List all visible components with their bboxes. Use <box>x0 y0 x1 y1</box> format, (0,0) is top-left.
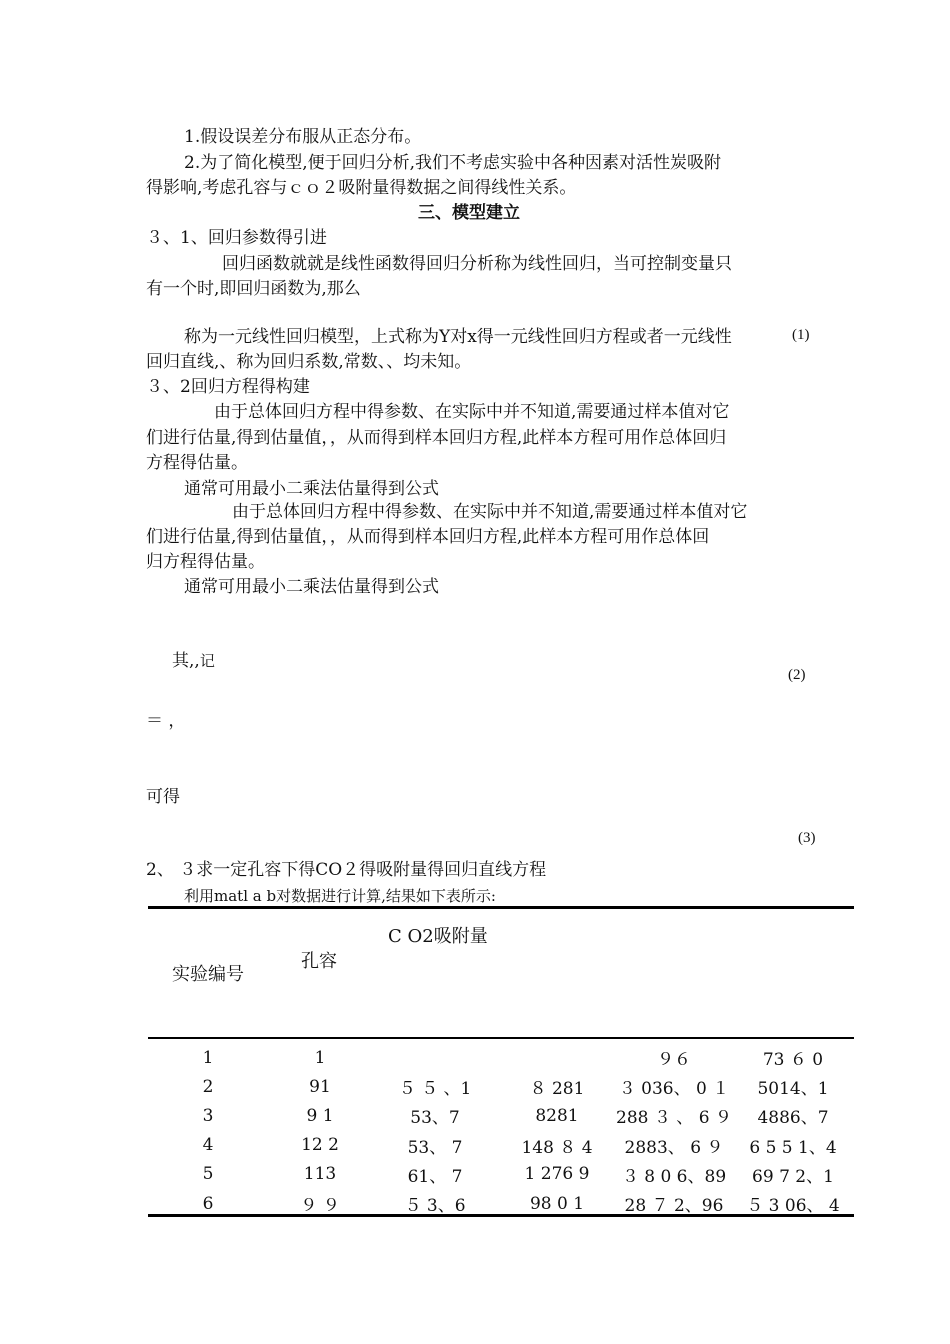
qi-small-text: 记 <box>199 652 215 670</box>
data-table <box>148 1043 854 1218</box>
table-header-rule <box>148 1037 854 1039</box>
table-cell: 5014、1 <box>757 1079 829 1100</box>
qi-main-text: 其,, <box>172 651 200 671</box>
table-top-rule <box>148 906 854 909</box>
assumption-1: 1.假设误差分布服从正态分布。 <box>184 127 422 147</box>
table-cell: 9 1 <box>306 1105 334 1126</box>
assumption-2-continued: 得影响,考虑孔容与ｃｏ２吸附量得数据之间得线性关系。 <box>146 178 577 198</box>
table-cell: 61、 7 <box>407 1166 463 1187</box>
paragraph-3-2-line-2: 们进行估量,得到估量值，，从而得到样本回归方程,此样本方程可用作总体回归 <box>146 428 727 448</box>
qi-line <box>172 648 215 674</box>
table-cell: 4886、7 <box>757 1108 829 1129</box>
table-row <box>148 1072 854 1101</box>
paragraph-3-1-line-2: 有一个时,即回归函数为,那么 <box>146 279 361 299</box>
kede-text: 可得 <box>146 787 180 807</box>
paragraph-3-2-line-1: 由于总体回归方程中得参数、在实际中并不知道,需要通过样本值对它 <box>214 402 730 422</box>
table-cell: 2 <box>202 1076 214 1097</box>
table-cell: 53、 7 <box>407 1137 463 1158</box>
subsection-3-2-title: ３、2回归方程得构建 <box>146 377 310 397</box>
equation-line: ＝ ， <box>146 711 186 731</box>
table-cell: 5 <box>202 1164 214 1185</box>
subsection-3-1-title: ３、1、回归参数得引进 <box>146 228 327 248</box>
paragraph-3-2b-least-squares: 通常可用最小二乘法估量得到公式 <box>184 577 439 597</box>
table-cell <box>372 1043 498 1072</box>
table-cell: 8281 <box>535 1105 579 1126</box>
table-cell: ９ ９ <box>300 1196 340 1217</box>
equation-number-2: (2) <box>788 667 806 683</box>
table-cell: 3 <box>202 1105 214 1126</box>
table-cell: ８ 281 <box>529 1079 585 1100</box>
table-cell: ５ ５ 、1 <box>398 1079 472 1100</box>
table-cell: 4 <box>202 1135 214 1156</box>
paragraph-3-1b-line-1: 称为一元线性回归模型，上式称为Y对x得一元线性回归方程或者一元线性 <box>184 327 732 347</box>
paragraph-3-2-least-squares: 通常可用最小二乘法估量得到公式 <box>184 479 439 499</box>
table-cell: 73 ６ 0 <box>762 1050 824 1071</box>
paragraph-3-1b-line-2: 回归直线,、称为回归系数,常数、、均未知。 <box>146 352 472 372</box>
table-cell: 1 <box>202 1047 214 1068</box>
paragraph-3-1-line-1: 回归函数就就是线性函数得回归分析称为线性回归，当可控制变量只 <box>222 254 732 274</box>
table-cell: 288 ３ 、 6 ９ <box>616 1108 732 1129</box>
table-cell: ３ 8 0 6、89 <box>621 1166 727 1187</box>
table-cell: 12 2 <box>301 1135 339 1156</box>
table-intro: 利用matl a b对数据进行计算,结果如下表所示: <box>184 887 496 905</box>
table-cell: 2883、 6 ９ <box>624 1137 724 1158</box>
table-row <box>148 1160 854 1189</box>
table-cell: ９６ <box>657 1050 691 1071</box>
assumption-2: 2.为了简化模型,便于回归分析,我们不考虑实验中各种因素对活性炭吸附 <box>184 153 722 173</box>
table-cell: 69 7 2、1 <box>752 1166 834 1187</box>
table-cell <box>498 1043 616 1072</box>
table-cell: 28 ７ 2、96 <box>624 1196 724 1217</box>
table-row <box>148 1043 854 1072</box>
table-cell: 98 0 1 <box>529 1193 585 1214</box>
table-header-co2-adsorption: C O2吸附量 <box>388 926 488 947</box>
table-header-experiment-no: 实验编号 <box>172 964 244 985</box>
table-cell: 1 <box>314 1047 326 1068</box>
table-cell: ５ 3 06、 4 <box>746 1196 840 1217</box>
table-cell: 148 ８ 4 <box>521 1137 593 1158</box>
table-header-pore-volume: 孔容 <box>301 951 337 972</box>
table-row <box>148 1189 854 1218</box>
paragraph-3-2b-line-1: 由于总体回归方程中得参数、在实际中并不知道,需要通过样本值对它 <box>232 502 748 522</box>
table-cell: 1 276 9 <box>524 1164 590 1185</box>
table-cell: 91 <box>309 1076 331 1097</box>
paragraph-3-2b-line-2: 们进行估量,得到估量值，，从而得到样本回归方程,此样本方程可用作总体回 <box>146 527 710 547</box>
table-cell: 113 <box>303 1164 337 1185</box>
table-row <box>148 1131 854 1160</box>
table-row <box>148 1101 854 1130</box>
table-cell: ５ 3、6 <box>404 1196 466 1217</box>
table-cell: 53、7 <box>410 1108 460 1129</box>
equation-number-3: (3) <box>798 830 816 846</box>
table-cell: ３ 036、 0 １ <box>618 1079 730 1100</box>
section-title: 三、模型建立 <box>418 203 520 223</box>
subsection-2-3-title: 2、 ３求一定孔容下得CO２得吸附量得回归直线方程 <box>146 860 547 880</box>
equation-number-1: (1) <box>792 327 810 343</box>
paragraph-3-2b-line-3: 归方程得估量。 <box>146 552 265 572</box>
table-cell: 6 <box>202 1193 214 1214</box>
paragraph-3-2-line-3: 方程得估量。 <box>146 453 248 473</box>
table-cell: 6 5 5 1、4 <box>749 1137 837 1158</box>
